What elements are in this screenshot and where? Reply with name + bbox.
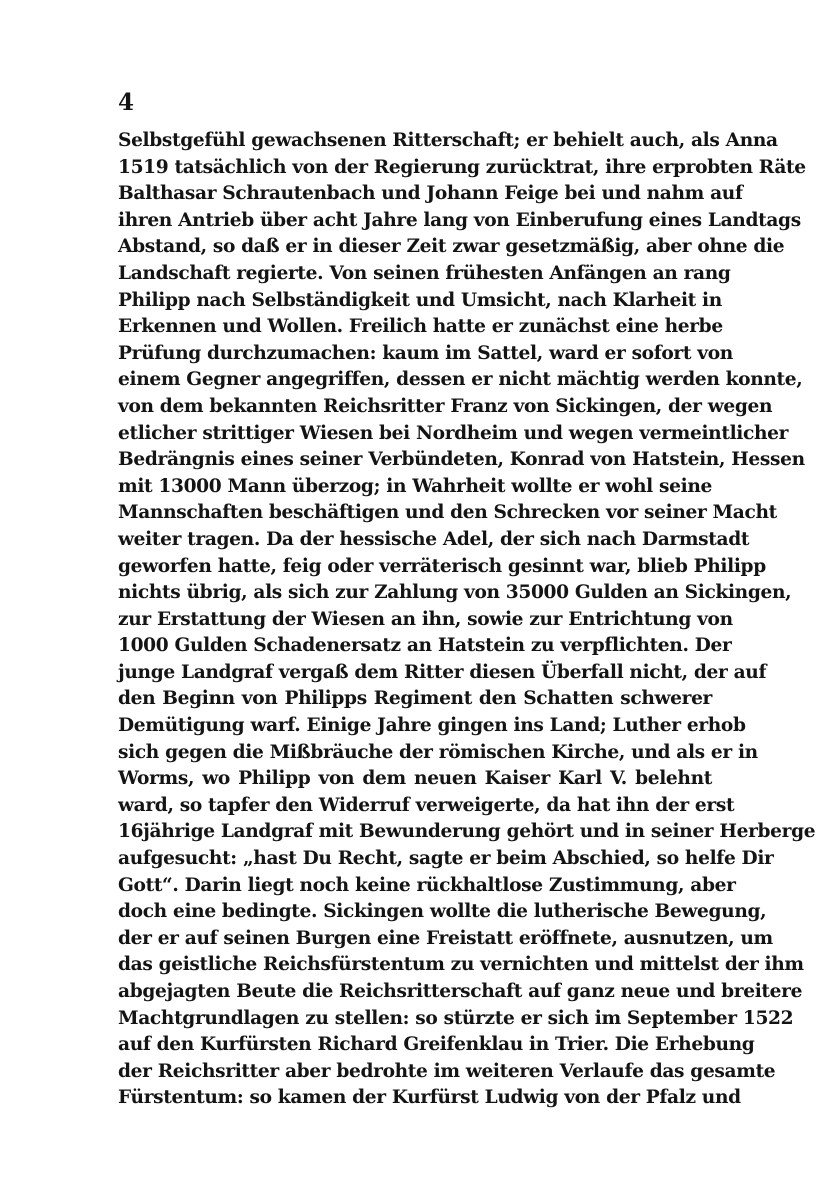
text-line: junge Landgraf vergaß dem Ritter diesen Überfall nicht, der auf — [118, 661, 767, 683]
text-line: Selbstgefühl gewachsenen Ritterschaft; er behielt auch, als Anna — [118, 130, 778, 151]
text-line: Fürstentum: so kamen der Kurfürst Ludwig von der Pfalz und — [118, 1087, 741, 1109]
text-line: Demütigung warf. Einige Jahre gingen ins Land; Luther erhob — [118, 715, 746, 737]
text-line: den Beginn von Philipps Regiment den Schatten schwerer — [118, 688, 712, 710]
page-number: 4 — [118, 89, 135, 116]
text-line: ward, so tapfer den Widerruf verweigerte, da hat ihn der erst — [118, 794, 735, 816]
text-line: auf den Kurfürsten Richard Greifenklau in Trier. Die Erhebung — [118, 1034, 755, 1056]
text-line: der Reichsritter aber bedrohte im weiteren Verlaufe das gesamte — [118, 1060, 776, 1082]
text-line: sich gegen die Mißbräuche der römischen Kirche, und als er in — [118, 741, 758, 763]
text-line: 16jährige Landgraf mit Bewunderung gehört und in seiner Herberge — [118, 821, 816, 843]
text-line: Machtgrundlagen zu stellen: so stürzte er sich im September 1522 — [118, 1007, 794, 1029]
text-line: Landschaft regierte. Von seinen frühesten Anfängen an rang — [118, 262, 731, 284]
text-line: nichts übrig, als sich zur Zahlung von 35000 Gulden an Sickingen, — [118, 582, 792, 604]
text-line: das geistliche Reichsfürstentum zu vernichten und mittelst der ihm — [118, 954, 804, 976]
text-line: einem Gegner angegriffen, dessen er nicht mächtig werden konnte, — [118, 369, 803, 391]
body-text — [118, 128, 816, 1112]
text-line: Bedrängnis eines seiner Verbündeten, Konrad von Hatstein, Hessen — [118, 449, 805, 471]
text-line: Worms, wo Philipp von dem neuen Kaiser Karl V. belehnt — [118, 768, 712, 790]
text-line: ihren Antrieb über acht Jahre lang von Einberufung eines Landtags — [118, 209, 801, 231]
text-line: Philipp nach Selbständigkeit und Umsicht, nach Klarheit in — [118, 289, 722, 311]
text-line: 1000 Gulden Schadenersatz an Hatstein zu verpflichten. Der — [118, 635, 732, 657]
text-line: Abstand, so daß er in dieser Zeit zwar gesetzmäßig, aber ohne die — [118, 236, 785, 258]
text-line: der er auf seinen Burgen eine Freistatt eröffnete, ausnutzen, um — [118, 927, 773, 949]
text-line: Balthasar Schrautenbach und Johann Feige bei und nahm auf — [118, 183, 743, 205]
text-line: mit 13000 Mann überzog; in Wahrheit wollte er wohl seine — [118, 475, 712, 497]
text-line: Prüfung durchzumachen: kaum im Sattel, ward er sofort von — [118, 342, 733, 364]
text-line: von dem bekannten Reichsritter Franz von Sickingen, der wegen — [118, 395, 773, 417]
text-line: doch eine bedingte. Sickingen wollte die lutherische Bewegung, — [118, 901, 767, 923]
text-line: weiter tragen. Da der hessische Adel, der sich nach Darmstadt — [118, 528, 750, 550]
text-line: abgejagten Beute die Reichsritterschaft auf ganz neue und breitere — [118, 981, 803, 1002]
text-line: geworfen hatte, feig oder verräterisch gesinnt war, blieb Philipp — [118, 555, 766, 577]
text-line: Mannschaften beschäftigen und den Schrecken vor seiner Macht — [118, 502, 777, 524]
text-line: 1519 tatsächlich von der Regierung zurücktrat, ihre erprobten Räte — [118, 156, 806, 178]
text-line: Erkennen und Wollen. Freilich hatte er zunächst eine herbe — [118, 316, 723, 338]
text-line: Gott“. Darin liegt noch keine rückhaltlose Zustimmung, aber — [118, 874, 736, 896]
text-line: zur Erstattung der Wiesen an ihn, sowie zur Entrichtung von — [118, 608, 733, 630]
text-line: aufgesucht: „hast Du Recht, sagte er beim Abschied, so helfe Dir — [118, 848, 774, 870]
text-line: etlicher strittiger Wiesen bei Nordheim und wegen vermeintlicher — [118, 422, 789, 444]
